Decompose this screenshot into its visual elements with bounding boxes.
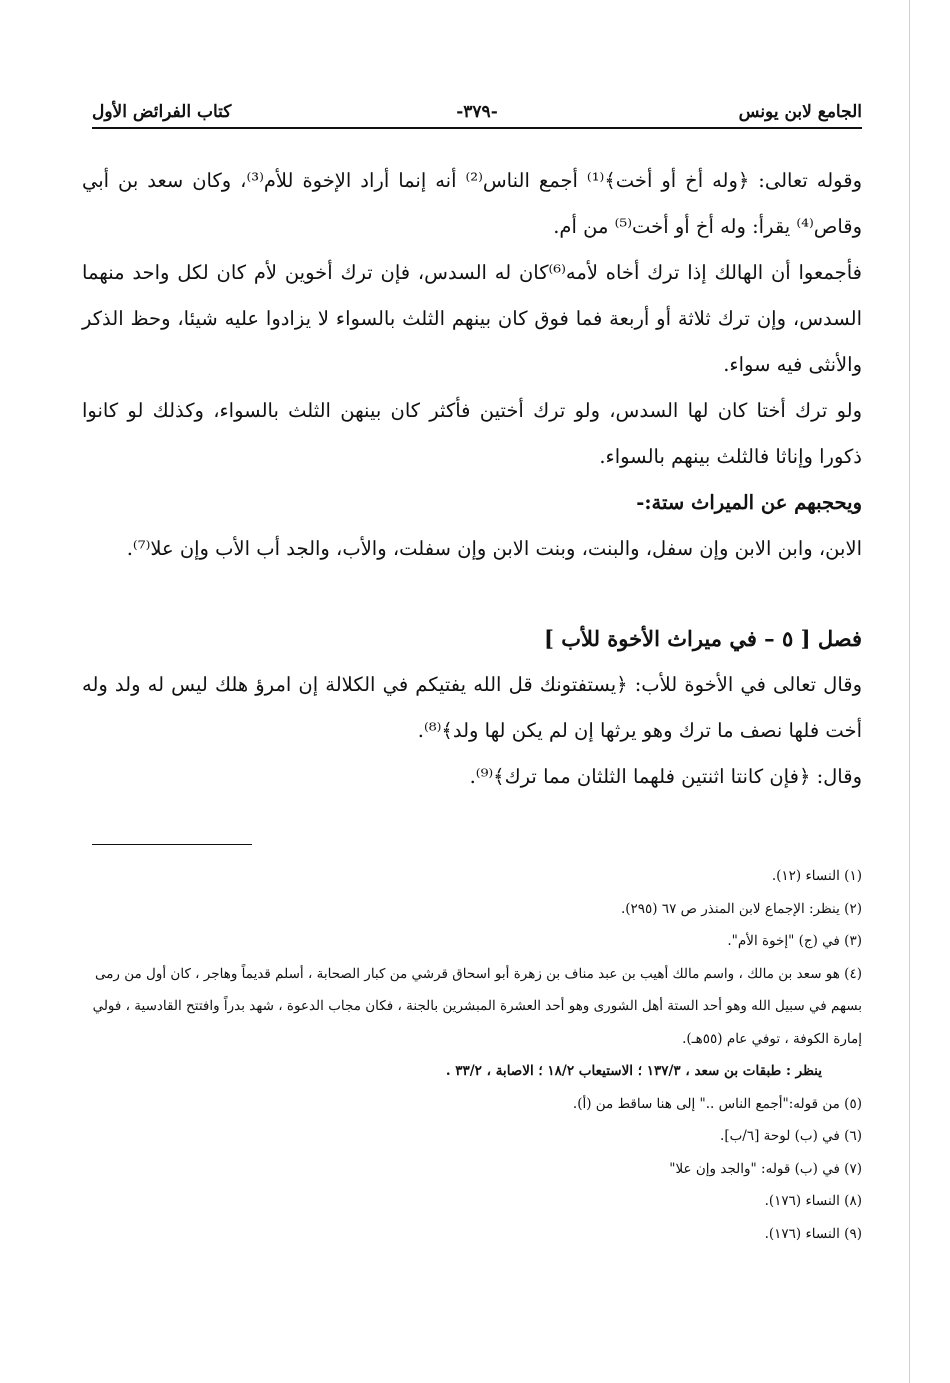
header-rule bbox=[92, 127, 862, 129]
page-number: -٣٧٩- bbox=[456, 102, 498, 122]
page-header bbox=[92, 98, 862, 128]
chapter-title: كتاب الفرائض الأول bbox=[92, 102, 232, 122]
footnote-2: (٢) ينظر: الإجماع لابن المنذر ص ٦٧ (٢٩٥). bbox=[620, 900, 862, 917]
footnote-4-references: ينظر : طبقات بن سعد ، ١٣٧/٣ ؛ الاستيعاب ١٨/٢ ؛ الاصابة ، ٣٣/٢ . bbox=[445, 1063, 822, 1079]
paragraph-3: ولو ترك أختا كان لها السدس، ولو ترك أختين فأكثر كان بينهن الثلث بالسواء، وكذلك لو كانوا ذكورا وإناثا فالثلث بينهم بالسواء. bbox=[82, 399, 862, 468]
main-text bbox=[82, 158, 862, 800]
footnote-7: (٧) في (ب) قوله: "والجد وإن علا" bbox=[669, 1160, 862, 1177]
footnote-5: (٥) من قوله:"أجمع الناس .." إلى هنا ساقط من (أ). bbox=[572, 1095, 862, 1112]
paragraph-2: فأجمعوا أن الهالك إذا ترك أخاه لأمه⁽⁶⁾كان له السدس، فإن ترك أخوين لأم كان لكل واحد منهما السدس، وإن ترك ثلاثة أو أربعة فما فوق كان بينهم الثلث بالسواء لا يزادوا عليه شيئا، وحظ الذكر والأنثى فيه سواء. bbox=[82, 261, 862, 376]
footnote-1: (١) النساء (١٢). bbox=[771, 868, 862, 884]
footnote-8: (٨) النساء (١٧٦). bbox=[764, 1193, 862, 1209]
scan-page-edge bbox=[909, 0, 910, 1383]
footnote-4: (٤) هو سعد بن مالك ، واسم مالك أهيب بن عبد مناف بن زهرة أبو اسحاق قرشي من كبار الصحابة ، أسلم قديماً وهاجر ، كان أول من رمى بسهم في سبيل الله وهو أحد الستة أهل الشورى وهو أحد العشرة المبشرين بالجنة ، فكان مجاب الدعوة ، شهد بدراً وافتتح القادسية ، فولي إمارة الكوفة ، توفي عام (٥٥هـ). bbox=[92, 965, 862, 1047]
section-title: فصل [ ٥ – في ميراث الأخوة للأب ] bbox=[544, 626, 862, 651]
paragraph-6: وقال تعالى في الأخوة للأب: ﴿يستفتونك قل الله يفتيكم في الكلالة إن امرؤ هلك ليس له ولد وله أخت فلها نصف ما ترك وهو يرثها إن لم يكن لها ولد﴾⁽⁸⁾. bbox=[82, 673, 862, 742]
book-title: الجامع لابن يونس bbox=[738, 102, 862, 122]
footnote-rule bbox=[92, 844, 252, 845]
subheading-blocking: ويحجبهم عن الميراث ستة:- bbox=[636, 491, 862, 514]
paragraph-5: الابن، وابن الابن وإن سفل، والبنت، وبنت الابن وإن سفلت، والأب، والجد أب الأب وإن علا⁽⁷⁾. bbox=[126, 537, 862, 560]
footnote-3: (٣) في (ج) "إخوة الأم". bbox=[727, 933, 862, 949]
paragraph-7: وقال: ﴿فإن كانتا اثنتين فلهما الثلثان مما ترك﴾⁽⁹⁾. bbox=[469, 765, 862, 788]
paragraph-1: وقوله تعالى: ﴿وله أخ أو أخت﴾⁽¹⁾ أجمع الناس⁽²⁾ أنه إنما أراد الإخوة للأم⁽³⁾، وكان سعد بن أبي وقاص⁽⁴⁾ يقرأ: وله أخ أو أخت⁽⁵⁾ من أم. bbox=[82, 169, 862, 238]
footnotes bbox=[82, 860, 862, 1250]
footnote-6: (٦) في (ب) لوحة [٦/ب]. bbox=[720, 1128, 862, 1144]
footnote-9: (٩) النساء (١٧٦). bbox=[764, 1225, 862, 1242]
